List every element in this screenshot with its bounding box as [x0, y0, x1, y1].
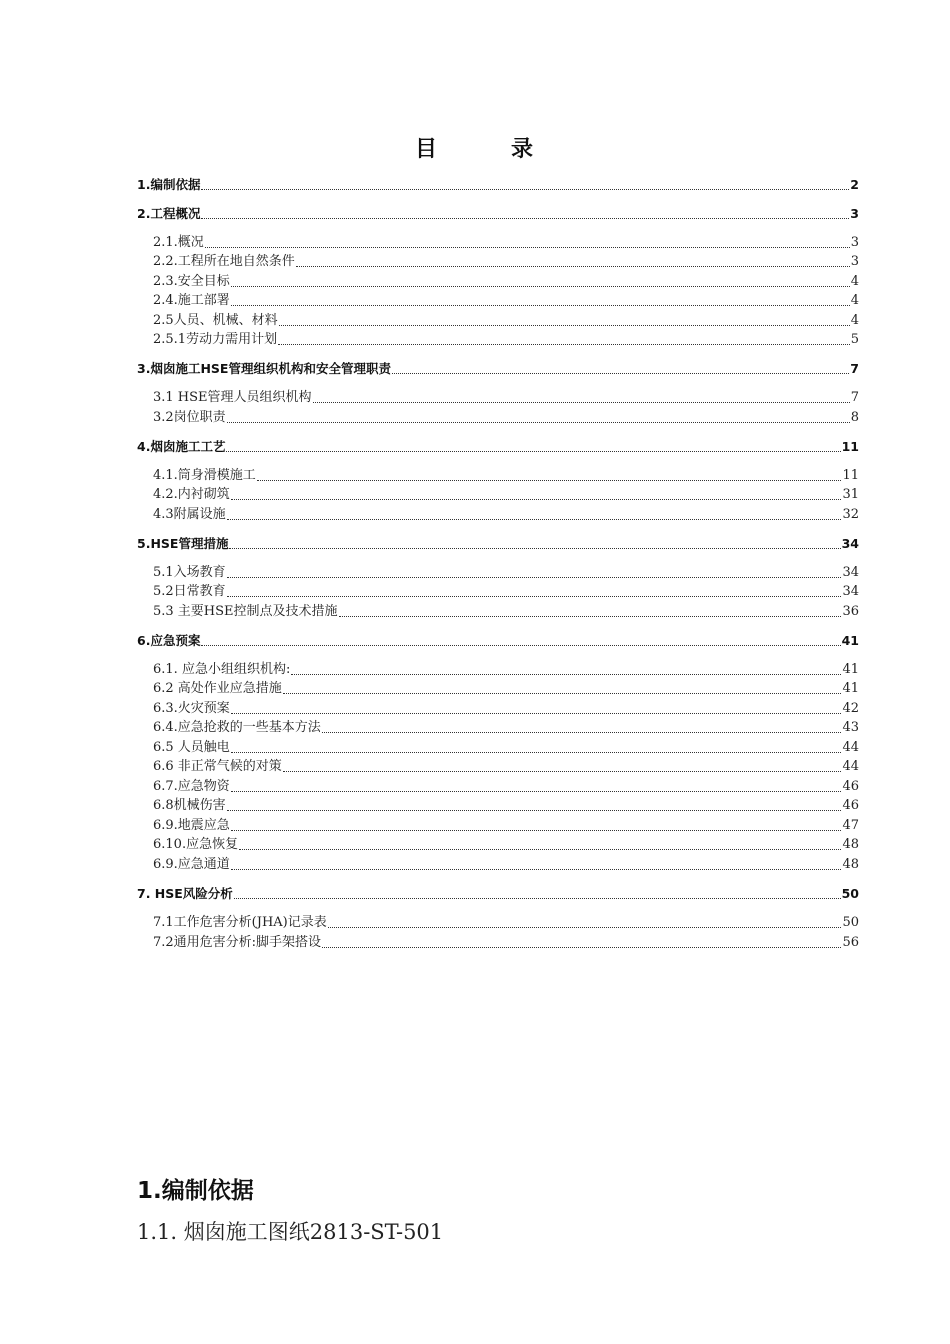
- toc-leader-dots: [283, 770, 842, 772]
- section-heading: 1.编制依据: [137, 1178, 254, 1204]
- toc-entry-page: 32: [842, 507, 859, 522]
- toc-entry-page: 7: [850, 361, 859, 376]
- toc-entry-page: 34: [842, 565, 859, 580]
- toc-entry-section[interactable]: [137, 583, 859, 601]
- toc-entry-section[interactable]: [137, 389, 859, 407]
- toc-entry-chapter[interactable]: [137, 632, 859, 650]
- toc-entry-page: 31: [842, 487, 859, 502]
- toc-title-char-1: 目: [414, 137, 439, 162]
- toc-entry-section[interactable]: [137, 934, 859, 952]
- toc-leader-dots: [201, 644, 840, 646]
- toc-leader-dots: [231, 829, 842, 831]
- toc-entry-section[interactable]: [137, 719, 859, 737]
- toc-entry-section[interactable]: [137, 506, 859, 524]
- toc-entry-section[interactable]: [137, 739, 859, 757]
- toc-entry-page: 8: [850, 410, 859, 425]
- toc-entry-section[interactable]: [137, 603, 859, 621]
- toc-entry-page: 7: [850, 390, 859, 405]
- toc-entry-label: 6.6 非正常气候的对策: [153, 759, 282, 774]
- toc-leader-dots: [227, 809, 842, 811]
- toc-leader-dots: [226, 450, 840, 452]
- toc-entry-label: 5.1入场教育: [153, 565, 226, 580]
- toc-entry-page: 36: [842, 604, 859, 619]
- toc-leader-dots: [322, 946, 841, 948]
- toc-entry-page: 47: [842, 818, 859, 833]
- toc-entry-chapter[interactable]: [137, 205, 859, 223]
- toc-entry-label: 2.工程概况: [137, 206, 201, 221]
- toc-leader-dots: [339, 615, 842, 617]
- toc-entry-section[interactable]: [137, 914, 859, 932]
- toc-entry-page: 42: [842, 701, 859, 716]
- toc-entry-label: 5.2日常教育: [153, 584, 226, 599]
- toc-leader-dots: [231, 751, 842, 753]
- toc-leader-dots: [313, 401, 850, 403]
- toc-leader-dots: [278, 343, 850, 345]
- toc-leader-dots: [227, 421, 850, 423]
- toc-leader-dots: [201, 188, 849, 190]
- toc-entry-label: 6.应急预案: [137, 633, 201, 648]
- toc-entry-label: 6.8机械伤害: [153, 798, 226, 813]
- toc-entry-section[interactable]: [137, 331, 859, 349]
- toc-entry-page: 3: [850, 235, 859, 250]
- toc-entry-page: 4: [850, 313, 859, 328]
- toc-entry-section[interactable]: [137, 817, 859, 835]
- toc-entry-page: 5: [850, 332, 859, 347]
- toc-entry-label: 7. HSE风险分析: [137, 886, 233, 901]
- toc-entry-page: 48: [842, 837, 859, 852]
- toc-entry-label: 6.5 人员触电: [153, 740, 230, 755]
- toc-entry-page: 41: [841, 633, 859, 648]
- toc-leader-dots: [239, 848, 841, 850]
- toc-leader-dots: [231, 712, 842, 714]
- toc-entry-label: 2.3.安全目标: [153, 274, 230, 289]
- toc-entry-page: 34: [841, 536, 859, 551]
- toc-leader-dots: [322, 731, 842, 733]
- toc-entry-label: 3.1 HSE管理人员组织机构: [153, 390, 312, 405]
- toc-entry-page: 56: [842, 935, 859, 950]
- toc-entry-label: 6.1. 应急小组组织机构:: [153, 662, 291, 677]
- toc-entry-label: 6.3.火灾预案: [153, 701, 230, 716]
- toc-entry-page: 34: [842, 584, 859, 599]
- toc-entry-label: 6.10.应急恢复: [153, 837, 239, 852]
- toc-leader-dots: [231, 498, 842, 500]
- toc-entry-page: 4: [850, 274, 859, 289]
- toc-entry-chapter[interactable]: [137, 885, 859, 903]
- toc-entry-page: 43: [842, 720, 859, 735]
- toc-entry-page: 46: [842, 798, 859, 813]
- toc-entry-label: 4.2.内衬砌筑: [153, 487, 230, 502]
- toc-entry-page: 41: [842, 662, 859, 677]
- toc-entry-page: 44: [842, 759, 859, 774]
- toc-entry-page: 4: [850, 293, 859, 308]
- toc-entry-page: 41: [842, 681, 859, 696]
- toc-entry-label: 2.5人员、机械、材料: [153, 313, 278, 328]
- toc-leader-dots: [328, 926, 842, 928]
- toc-entry-section[interactable]: [137, 856, 859, 874]
- toc-entry-label: 2.1.概况: [153, 235, 204, 250]
- toc-entry-section[interactable]: [137, 486, 859, 504]
- toc-entry-label: 1.编制依据: [137, 177, 201, 192]
- toc-leader-dots: [201, 217, 849, 219]
- toc-entry-label: 6.9.地震应急: [153, 818, 230, 833]
- toc-entry-section[interactable]: [137, 273, 859, 291]
- toc-entry-label: 5.HSE管理措施: [137, 536, 229, 551]
- toc-entry-section[interactable]: [137, 253, 859, 271]
- toc-entry-section[interactable]: [137, 836, 859, 854]
- toc-entry-chapter[interactable]: [137, 360, 859, 378]
- toc-entry-page: 48: [842, 857, 859, 872]
- toc-entry-label: 4.烟囱施工工艺: [137, 439, 226, 454]
- toc-entry-section[interactable]: [137, 467, 859, 485]
- toc-leader-dots: [229, 547, 840, 549]
- toc-leader-dots: [231, 285, 850, 287]
- toc-entry-section[interactable]: [137, 292, 859, 310]
- toc-entry-page: 50: [841, 886, 859, 901]
- toc-entry-page: 2: [850, 177, 859, 192]
- toc-entry-chapter[interactable]: [137, 438, 859, 456]
- toc-leader-dots: [283, 692, 842, 694]
- toc-entry-section[interactable]: [137, 680, 859, 698]
- toc-entry-label: 2.2.工程所在地自然条件: [153, 254, 295, 269]
- toc-entry-label: 6.2 高处作业应急措施: [153, 681, 282, 696]
- toc-leader-dots: [205, 246, 850, 248]
- toc-entry-section[interactable]: [137, 797, 859, 815]
- toc-entry-page: 3: [850, 206, 859, 221]
- toc-entry-section[interactable]: [137, 234, 859, 252]
- toc-leader-dots: [392, 372, 849, 374]
- toc-entry-section[interactable]: [137, 564, 859, 582]
- toc-title: [0, 132, 950, 163]
- toc-entry-section[interactable]: [137, 778, 859, 796]
- toc-entry-page: 44: [842, 740, 859, 755]
- toc-entry-page: 3: [850, 254, 859, 269]
- toc-leader-dots: [234, 897, 841, 899]
- toc-leader-dots: [296, 265, 850, 267]
- toc-entry-section[interactable]: [137, 700, 859, 718]
- toc-entry-page: 50: [842, 915, 859, 930]
- toc-title-char-2: 录: [510, 137, 535, 162]
- toc-entry-section[interactable]: [137, 312, 859, 330]
- toc-leader-dots: [231, 304, 850, 306]
- toc-entry-section[interactable]: [137, 758, 859, 776]
- toc-leader-dots: [227, 595, 842, 597]
- subsection-heading: 1.1. 烟囱施工图纸2813-ST-501: [137, 1220, 444, 1244]
- toc-leader-dots: [257, 479, 842, 481]
- toc-entry-label: 2.4.施工部署: [153, 293, 230, 308]
- toc-entry-page: 46: [842, 779, 859, 794]
- toc-entry-page: 11: [842, 468, 859, 483]
- toc-entry-label: 4.3附属设施: [153, 507, 226, 522]
- toc-leader-dots: [291, 673, 841, 675]
- toc-entry-page: 11: [841, 439, 859, 454]
- toc-entry-label: 5.3 主要HSE控制点及技术措施: [153, 604, 338, 619]
- toc-entry-label: 6.7.应急物资: [153, 779, 230, 794]
- toc-entry-chapter[interactable]: [137, 176, 859, 194]
- toc-entry-section[interactable]: [137, 409, 859, 427]
- toc-entry-chapter[interactable]: [137, 535, 859, 553]
- toc-entry-label: 3.2岗位职责: [153, 410, 226, 425]
- toc-entry-label: 4.1.筒身滑模施工: [153, 468, 256, 483]
- toc-entry-label: 6.9.应急通道: [153, 857, 230, 872]
- toc-entry-label: 6.4.应急抢救的一些基本方法: [153, 720, 321, 735]
- toc-leader-dots: [227, 576, 842, 578]
- toc-leader-dots: [227, 518, 842, 520]
- toc-entry-label: 3.烟囱施工HSE管理组织机构和安全管理职责: [137, 361, 391, 376]
- toc-leader-dots: [279, 324, 850, 326]
- toc-entry-label: 7.2通用危害分析:脚手架搭设: [153, 935, 322, 950]
- toc-leader-dots: [231, 790, 842, 792]
- toc-entry-section[interactable]: [137, 661, 859, 679]
- toc-entry-label: 2.5.1劳动力需用计划: [153, 332, 278, 347]
- toc-entry-label: 7.1工作危害分析(JHA)记录表: [153, 915, 327, 930]
- toc-leader-dots: [231, 868, 842, 870]
